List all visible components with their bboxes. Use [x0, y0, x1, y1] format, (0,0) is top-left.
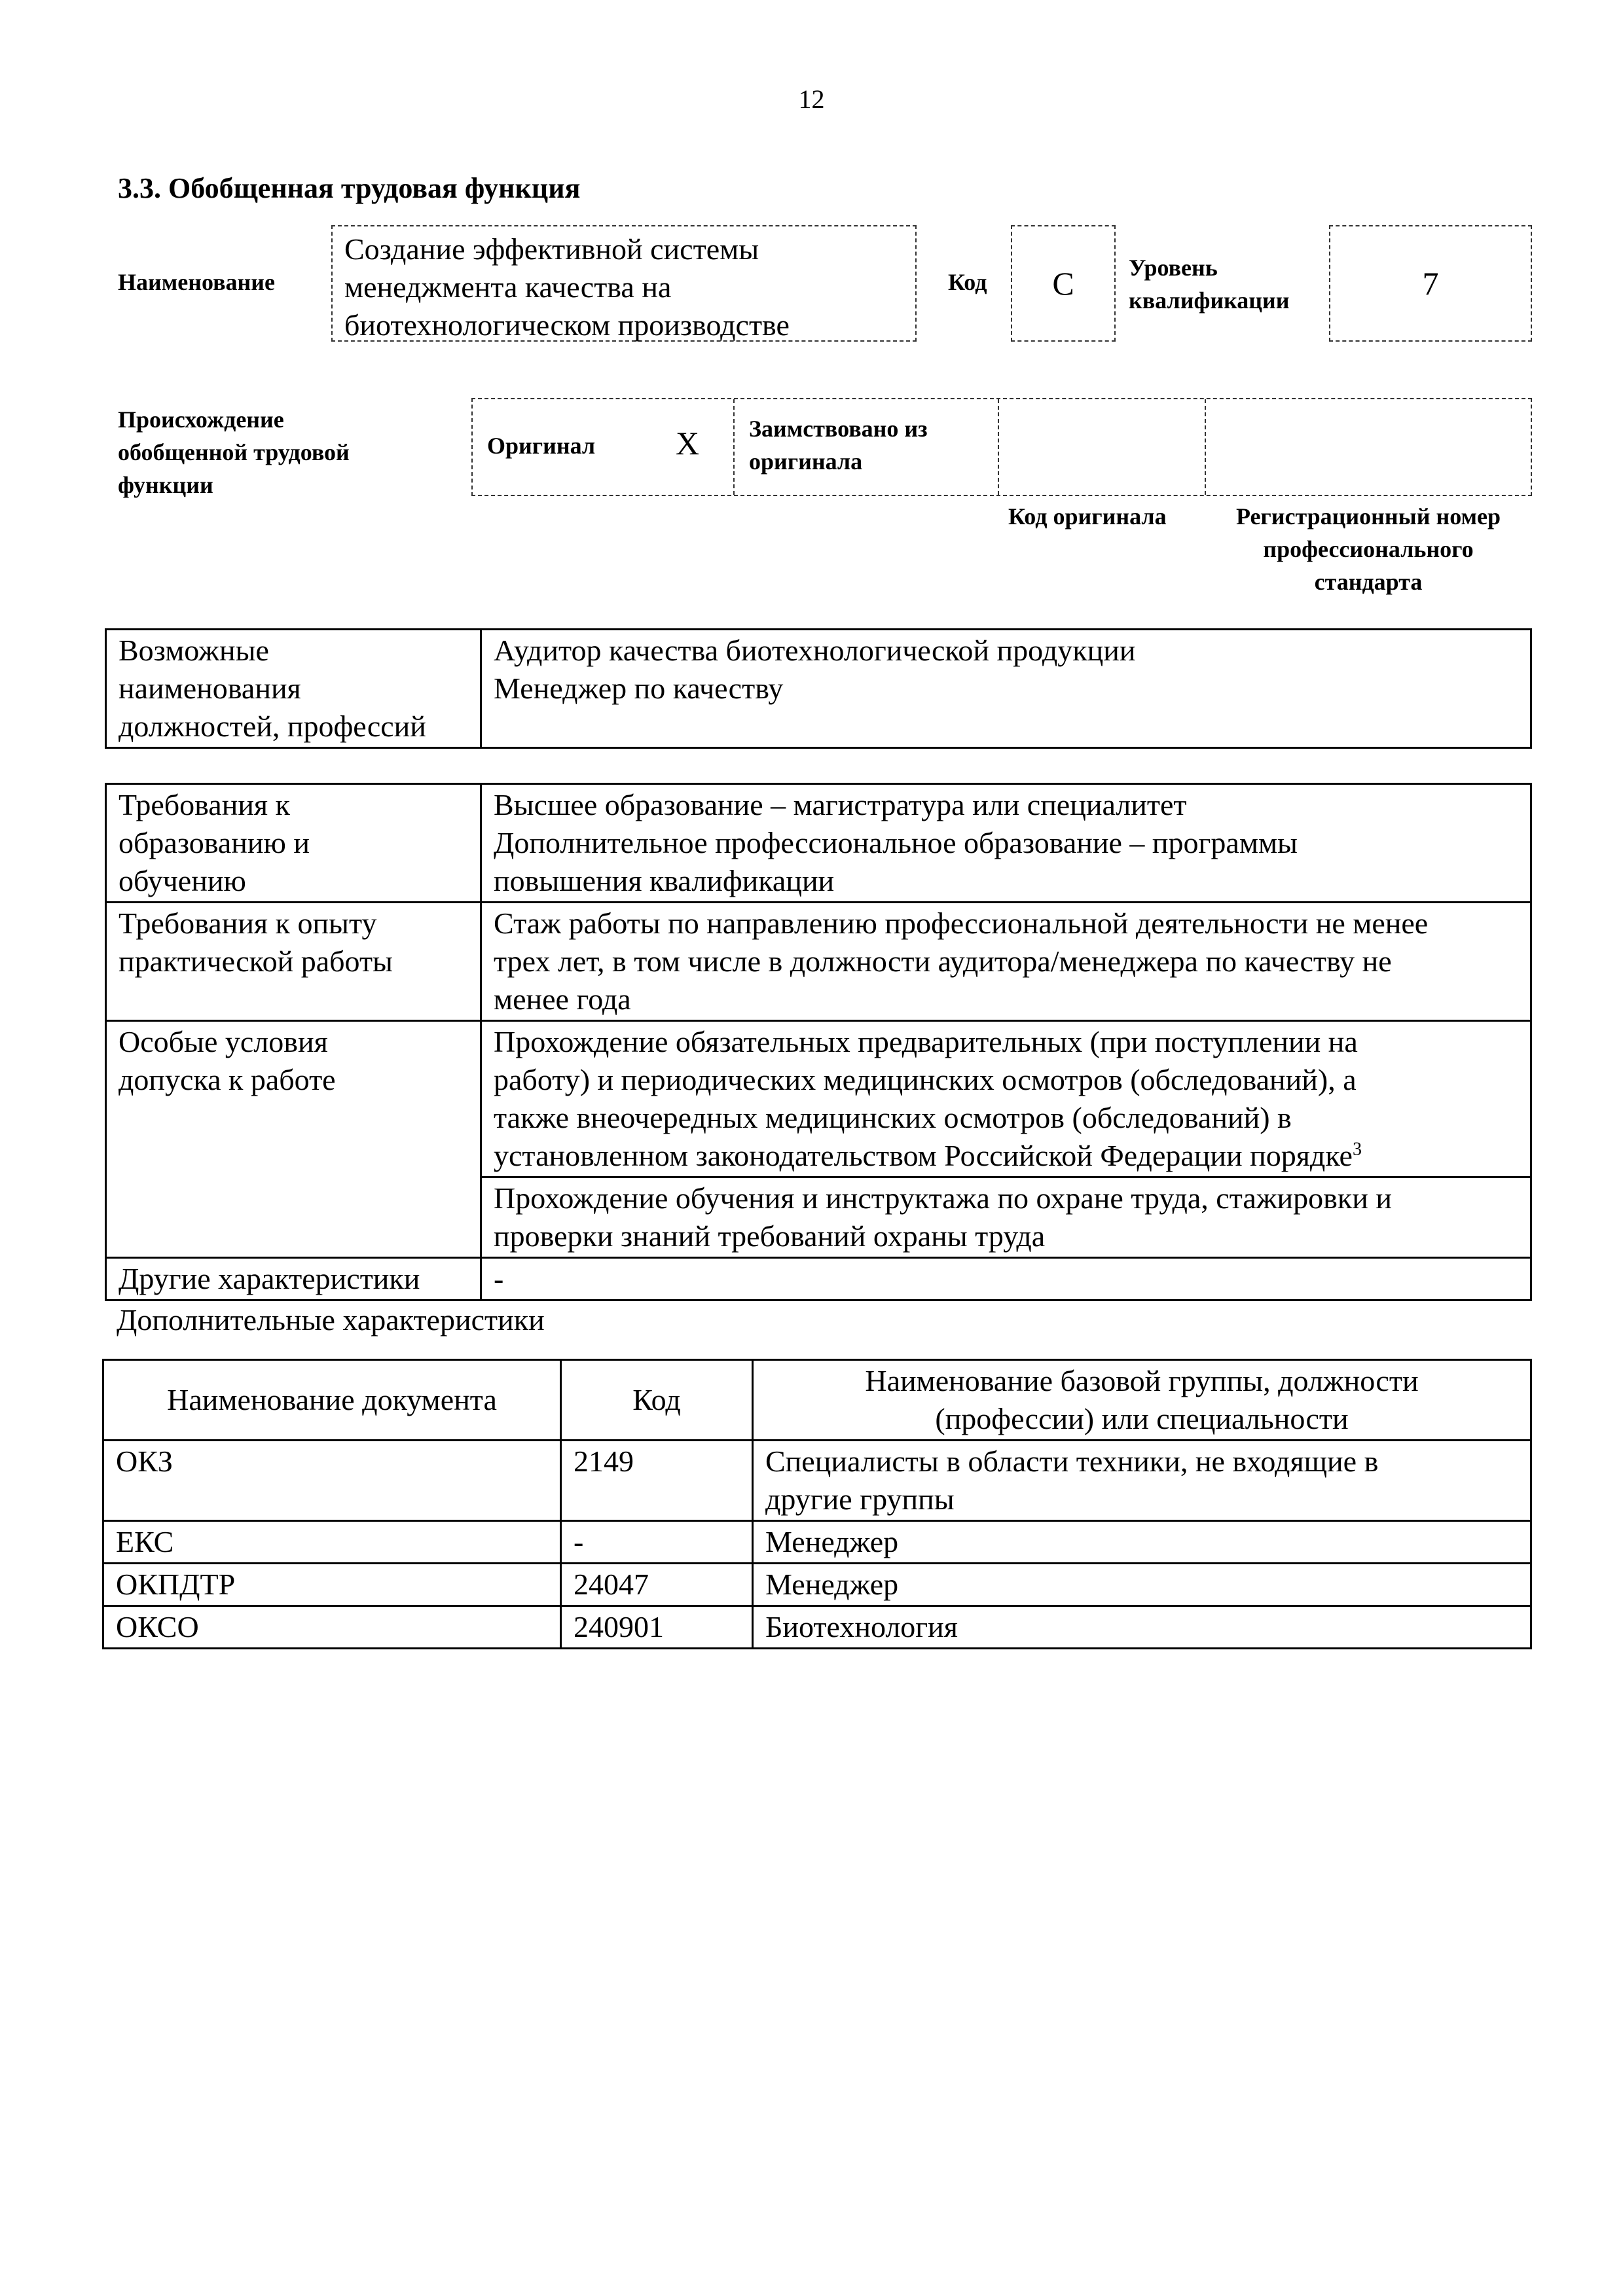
reg-number-caption [1205, 500, 1532, 598]
admission-row-1 [106, 1021, 1531, 1177]
requirements-table [105, 783, 1532, 1301]
footnote-marker: 3 [1352, 1139, 1362, 1160]
page-number: 12 [798, 84, 825, 114]
admission-label [106, 1021, 481, 1258]
positions-label-line: Возможные [119, 634, 269, 667]
experience-line: трех лет, в том числе в должности аудитора/менеджера по качеству не [494, 944, 1392, 978]
additional-table [102, 1359, 1532, 1649]
origin-label-line: обобщенной трудовой [118, 439, 350, 465]
table-row [103, 1564, 1531, 1606]
name-label: Наименование [118, 269, 275, 295]
level-label [1129, 251, 1290, 317]
admission-2-line: Прохождение обучения и инструктажа по охране труда, стажировки и [494, 1181, 1392, 1215]
table-row [103, 1521, 1531, 1564]
education-line: Дополнительное профессиональное образование – программы [494, 826, 1298, 859]
admission-1-text: установленном законодательством Российской Федерации порядке [494, 1139, 1353, 1172]
admission-1-line: Прохождение обязательных предварительных (при поступлении на [494, 1025, 1358, 1058]
admission-value-2 [481, 1177, 1531, 1258]
borrowed-cell [735, 399, 999, 495]
header-group-line: (профессии) или специальности [935, 1402, 1349, 1435]
code-value: C [1011, 225, 1116, 342]
header-group [753, 1360, 1531, 1441]
row-group: Менеджер [753, 1521, 1531, 1564]
level-label-line: квалификации [1129, 287, 1290, 314]
experience-row [106, 903, 1531, 1021]
original-code-caption: Код оригинала [1008, 503, 1167, 529]
experience-line: менее года [494, 982, 631, 1016]
experience-line: Стаж работы по направлению профессиональной деятельности не менее [494, 906, 1429, 940]
reg-caption-line: Регистрационный номер [1235, 503, 1501, 529]
row-group: Биотехнология [753, 1606, 1531, 1649]
row-doc: ОКПДТР [103, 1564, 561, 1606]
reg-number-cell [1206, 399, 1531, 495]
education-value [481, 784, 1531, 903]
function-name-line: менеджмента качества на [344, 270, 672, 304]
admission-1-line: также внеочередных медицинских осмотров (обследований) в [494, 1101, 1292, 1134]
other-label: Другие характеристики [106, 1258, 481, 1300]
origin-label-line: функции [118, 472, 213, 498]
education-line: Высшее образование – магистратура или специалитет [494, 788, 1187, 821]
table-row [103, 1606, 1531, 1649]
function-name-line: биотехнологическом производстве [344, 308, 790, 342]
experience-label-line: практической работы [119, 944, 393, 978]
experience-label [106, 903, 481, 1021]
section-title: 3.3. Обобщенная трудовая функция [118, 172, 581, 204]
positions-row [106, 630, 1531, 748]
positions-table [105, 628, 1532, 749]
original-cell [473, 399, 735, 495]
header-doc: Наименование документа [103, 1360, 561, 1441]
level-label-line: Уровень [1129, 255, 1218, 281]
original-label: Оригинал [487, 433, 596, 459]
admission-1-line [494, 1137, 1518, 1175]
level-value: 7 [1329, 225, 1532, 342]
original-mark: X [676, 425, 700, 461]
position-item: Аудитор качества биотехнологической продукции [494, 634, 1136, 667]
row-code: 240901 [561, 1606, 753, 1649]
row-code: 24047 [561, 1564, 753, 1606]
reg-caption-line: профессионального [1263, 536, 1474, 562]
positions-label-line: наименования [119, 672, 301, 705]
education-line: повышения квалификации [494, 864, 835, 897]
row-code: - [561, 1521, 753, 1564]
education-label-line: Требования к [119, 788, 290, 821]
admission-1-line: работу) и периодических медицинских осмотров (обследований), а [494, 1063, 1357, 1096]
borrowed-label-line: оригинала [749, 448, 863, 475]
positions-values [481, 630, 1531, 748]
education-label-line: образованию и [119, 826, 310, 859]
function-name-box [331, 225, 917, 342]
other-row [106, 1258, 1531, 1300]
original-code-cell [999, 399, 1206, 495]
borrowed-label [749, 412, 928, 478]
borrowed-label-line: Заимствовано из [749, 416, 928, 442]
code-label: Код [948, 269, 987, 295]
additional-header-row [103, 1360, 1531, 1441]
admission-2-line: проверки знаний требований охраны труда [494, 1219, 1046, 1253]
row-group-line: другие группы [765, 1482, 955, 1516]
row-group [753, 1441, 1531, 1521]
reg-caption-line: стандарта [1314, 569, 1423, 595]
experience-value [481, 903, 1531, 1021]
function-name-line: Создание эффективной системы [344, 232, 759, 266]
education-label-line: обучению [119, 864, 246, 897]
row-group-line: Специалисты в области техники, не входящие в [765, 1444, 1379, 1478]
header-code: Код [561, 1360, 753, 1441]
position-item: Менеджер по качеству [494, 672, 784, 705]
row-doc: ОКЗ [103, 1441, 561, 1521]
additional-title: Дополнительные характеристики [117, 1303, 545, 1336]
positions-label [106, 630, 481, 748]
origin-label [118, 403, 350, 501]
admission-label-line: допуска к работе [119, 1063, 336, 1096]
row-doc: ОКСО [103, 1606, 561, 1649]
admission-value-1 [481, 1021, 1531, 1177]
row-doc: ЕКС [103, 1521, 561, 1564]
row-group: Менеджер [753, 1564, 1531, 1606]
education-label [106, 784, 481, 903]
table-row [103, 1441, 1531, 1521]
experience-label-line: Требования к опыту [119, 906, 377, 940]
row-code: 2149 [561, 1441, 753, 1521]
admission-label-line: Особые условия [119, 1025, 328, 1058]
origin-row [471, 398, 1532, 496]
education-row [106, 784, 1531, 903]
origin-label-line: Происхождение [118, 406, 284, 433]
header-group-line: Наименование базовой группы, должности [865, 1364, 1419, 1397]
other-value: - [481, 1258, 1531, 1300]
positions-label-line: должностей, профессий [119, 709, 426, 743]
